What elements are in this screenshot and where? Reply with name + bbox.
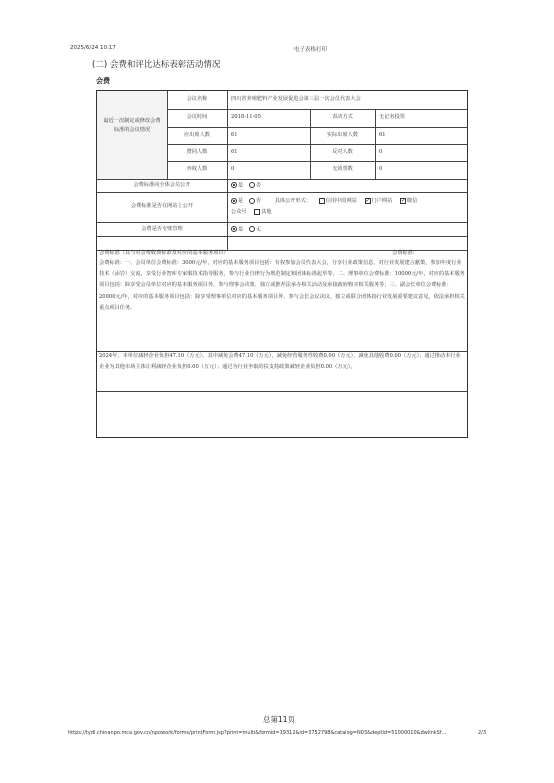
abstain-count-label: 弃权人数 [186, 166, 208, 172]
wechat-label: 微信 [406, 198, 418, 204]
actual-attendance-value: 61 [379, 132, 386, 138]
row-divider [167, 109, 468, 110]
wechat-label-2: 公众号 [231, 209, 247, 215]
fee-web-label: 会费标准是否在网站上公开 [130, 203, 194, 209]
fee-account-no-radio[interactable] [249, 226, 255, 232]
invalid-votes-value: 0 [379, 166, 383, 172]
sub-title: 会费 [96, 77, 110, 85]
print-datetime: 2025/6/24 10:17 [70, 45, 116, 51]
burden-relief-text: 2024年，本单位减轻企业负担47.10（万元），其中减免会费47.10（万元），减免经营服务性收费0.00（万元），减免其他收费0.00（万元）；通过推动本行业企业为其他市场主体让利减轻企业负担0.00（万元）；通过为行业争取的扶支持政策减轻企业负担0.00（万元）。 [99, 353, 461, 371]
print-title: 电子表格打印 [294, 47, 328, 53]
fee-web-no-radio[interactable] [249, 198, 255, 204]
left-label-shade [97, 91, 167, 179]
abstain-count-value: 0 [231, 166, 235, 172]
actual-attendance-label: 实际出席人数 [326, 132, 359, 138]
row-divider [97, 192, 468, 193]
meeting-name-value: 四川省养殖肥料产业发展促进会第三届一次会员代表大会 [231, 96, 361, 102]
fee-public-no-radio[interactable] [249, 182, 255, 188]
approve-count-label: 赞同人数 [186, 149, 208, 155]
credit-china-checkbox[interactable] [319, 198, 325, 204]
fee-account-yes-radio[interactable] [231, 226, 237, 232]
standard-header-left: 会费标准（其与对会费收费标准及对应的基本服务项目） [99, 250, 229, 256]
fee-web-form-label: 具体公开形式： [274, 198, 312, 204]
row-divider [167, 161, 468, 162]
other-label: 其他 [261, 209, 272, 215]
approve-count-value: 61 [231, 149, 238, 155]
row-divider [97, 391, 468, 392]
page-total-number: 总第11页 [263, 715, 296, 724]
fee-public-yes-radio[interactable] [231, 182, 237, 188]
col-divider [227, 91, 228, 250]
expected-attendance-label: 应出席人数 [184, 132, 210, 138]
col-divider [375, 109, 376, 179]
standard-header-right: 会费标准： [392, 250, 418, 256]
row-divider [97, 236, 468, 237]
fee-account-yes-label: 是 [238, 226, 244, 233]
portal-checkbox[interactable]: ✓ [365, 196, 371, 204]
fee-public-yes-label: 是 [238, 182, 244, 189]
meeting-name-label: 会议名称 [186, 96, 208, 102]
vote-method-value: 无记名投票 [379, 114, 405, 120]
fee-web-no-label: 否 [255, 198, 262, 204]
fee-account-options [231, 226, 461, 234]
row-divider [97, 179, 468, 180]
fee-public-label: 会费标准向全体会员公开 [133, 182, 191, 188]
meeting-time-label: 会议时间 [186, 114, 208, 120]
fee-standard-text: 会费标准：一、会员单位会费标准：3000元/年，对应的基本服务项目包括：有权参加会员代表大会，分享行业政策信息，对行业发展建言献策，参加年度行业技术（添岩）交流，享受行业智库专家服技术指导服务，参与行业自律行为规范制定和团体标准起草等。二、理事单位会费标准：10000元/年，对应的基本服务项目包括：除享受会员单位对应的基本服务项目外，参与理事会决策、独立或推荐法承办相关活动及承接政府购买相关服务等；三、副会长单位会费标准：20000元/年，对应的基本服务项目包括：除享受理事单位对应的基本服务项目外，参与会长会议决议，独立或联合团体指行业发展重要建议意见，依法承担相关重点项目任务。 [99, 260, 465, 311]
fee-public-no-label: 否 [255, 182, 262, 189]
fee-account-label: 会费是否专账管理 [141, 226, 183, 232]
oppose-count-value: 0 [379, 149, 383, 155]
fee-web-options [231, 196, 466, 218]
meeting-info-label: 最近一次制定或修改会费标准的会议情况 [103, 118, 161, 133]
row-divider [97, 222, 468, 223]
oppose-count-label: 反对人数 [332, 149, 353, 155]
expected-attendance-value: 61 [231, 132, 238, 138]
meeting-time-value: 2018-11-05 [231, 114, 261, 120]
section-title: (二) 会费和评比达标表彰活动情况 [92, 60, 221, 70]
row-divider [167, 127, 468, 128]
other-checkbox[interactable] [254, 209, 260, 215]
fee-public-options [231, 182, 461, 190]
fee-account-no-label: 无 [255, 226, 262, 233]
wechat-checkbox[interactable]: ✓ [400, 196, 406, 204]
fee-web-yes-radio[interactable] [231, 198, 237, 204]
credit-china-label: 信用中国网站 [325, 198, 357, 204]
vote-method-label: 表决方式 [332, 114, 353, 120]
print-url: https://tydl.chinanpo.mca.gov.cn/npowork/forms/printForm.jsp?print=multi&formid=19312&id=3752798&catalog=N03&deptId=51000010&dwlinkSf… [68, 730, 447, 736]
page-of: 2/3 [478, 730, 487, 736]
portal-label: 门户网站 [371, 198, 393, 204]
fee-web-yes-label: 是 [238, 198, 244, 204]
row-divider [167, 144, 468, 145]
invalid-votes-label: 无效票数 [332, 166, 353, 172]
